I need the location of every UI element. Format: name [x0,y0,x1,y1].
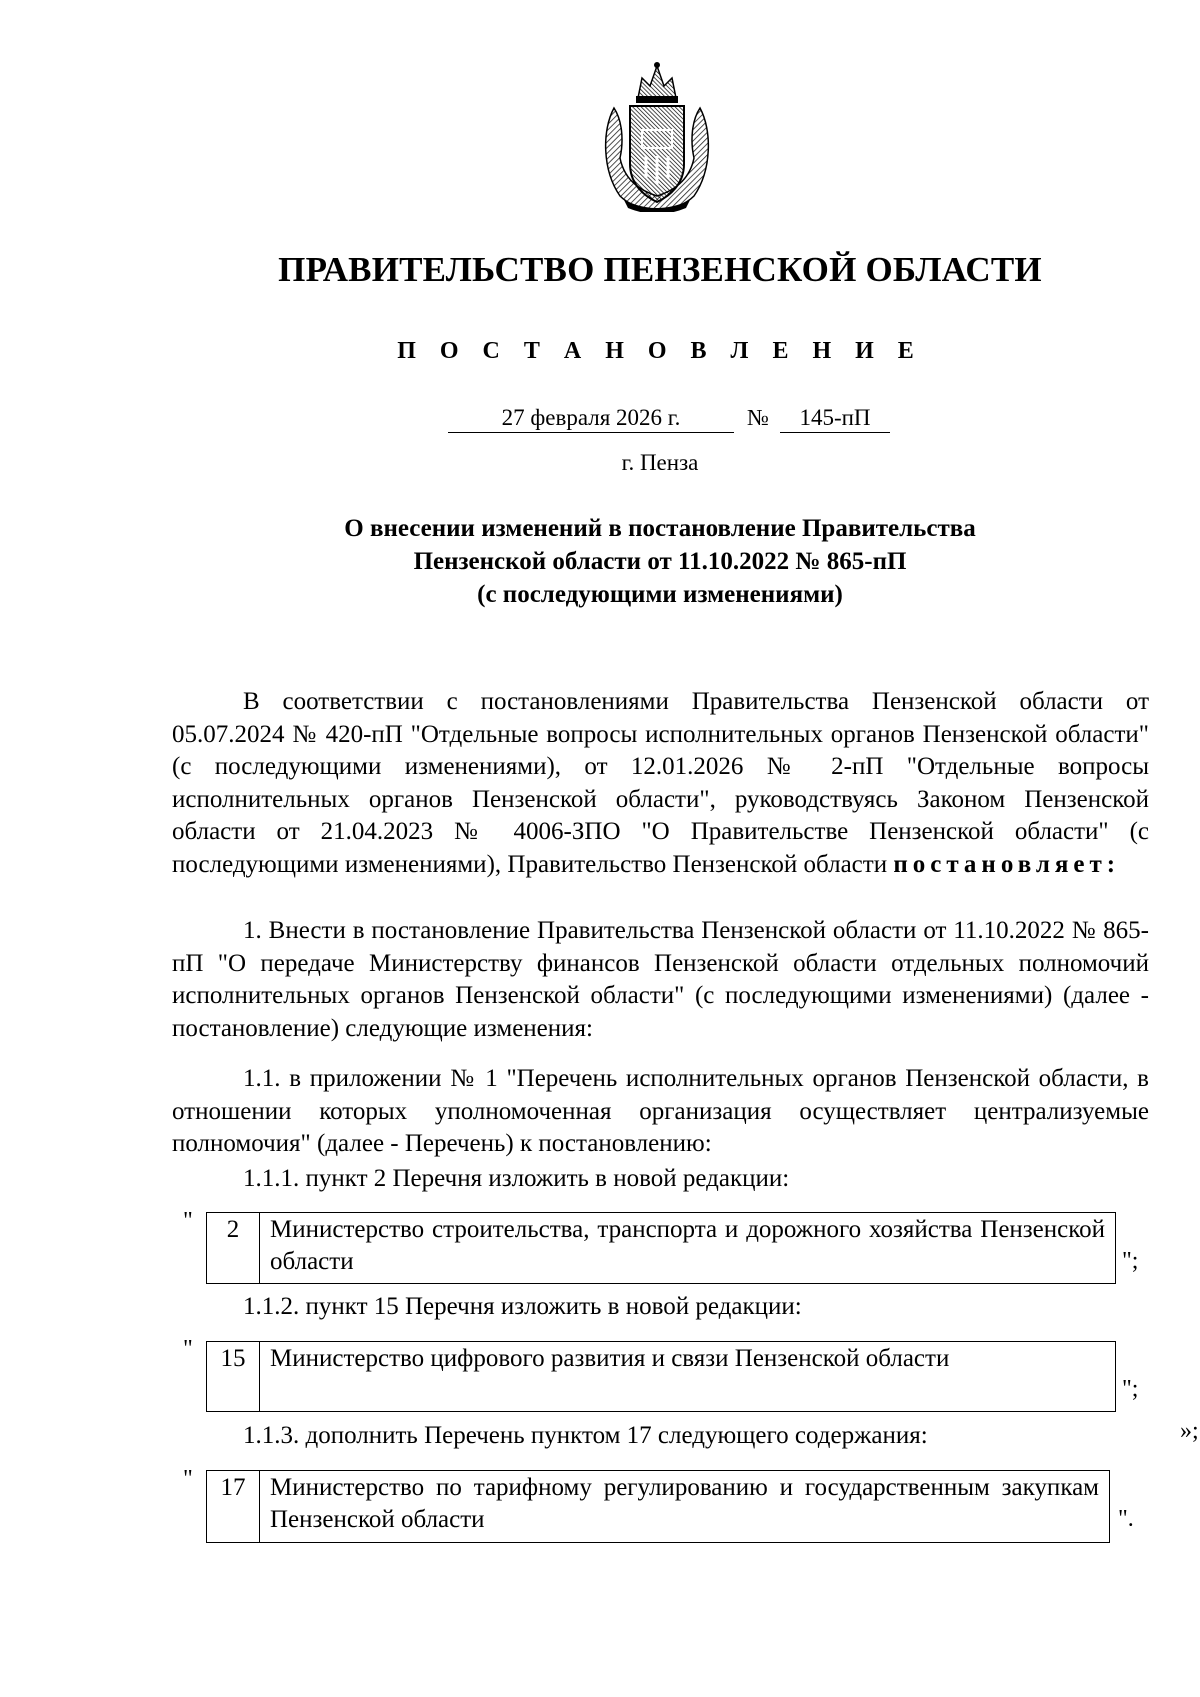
row-17-open-quote: " [183,1466,193,1492]
list-row-2 [206,1212,1116,1284]
row-number: 15 [207,1342,260,1411]
item-1-paragraph: 1. Внести в постановление Правительства Пензенской области от 11.10.2022 № 865-пП "О передаче Министерству финансов Пензенской области отдельных полномочий исполнительных органов Пензенской области" (с последующими изменениями) (далее - постановление) следующие изменения: [172,917,1149,1042]
row-text: Министерство цифрового развития и связи Пензенской области [270,1345,950,1372]
number-sign: № [747,405,769,430]
row-text: Министерство по тарифному регулированию и государственным закупкам Пензенской области [270,1474,1099,1533]
row-17-close-quote: ". [1118,1506,1134,1532]
row-number: 17 [207,1471,260,1542]
row-2-open-quote: " [183,1208,193,1234]
row-15-open-quote: " [183,1336,193,1362]
preamble-paragraph [172,686,1149,881]
row-15-close-quote: "; [1122,1376,1139,1402]
margin-mark: »; [1180,1418,1199,1444]
preamble-text: В соответствии с постановлениями Правительства Пензенской области от 05.07.2024 № 420-пП "Отдельные вопросы исполнительных органов Пензенской области" (с последующими изменениями), от 12.01.2026 № 2-пП "Отдельные вопросы исполнительных органов Пензенской области", руководствуясь Законом Пензенской области от 21.04.2023 № 4006-ЗПО "О Правительстве Пензенской области" (с последующими изменениями), Правительство Пензенской области [172,688,1149,878]
government-name: ПРАВИТЕЛЬСТВО ПЕНЗЕНСКОЙ ОБЛАСТИ [278,250,1042,289]
document-type: П О С Т А Н О В Л Е Н И Е [397,338,923,364]
row-2-close-quote: "; [1122,1248,1139,1274]
item-1-1-1-paragraph: 1.1.1. пункт 2 Перечня изложить в новой редакции: [243,1165,790,1192]
subject-line-3: (с последующими изменениями) [477,581,843,608]
decree-date: 27 февраля 2026 г. [448,405,734,433]
city: г. Пенза [621,450,699,475]
list-row-17 [206,1470,1110,1543]
list-row-15 [206,1341,1116,1412]
subject-line-1: О внесении изменений в постановление Правительства [344,515,976,542]
coat-of-arms-emblem [598,60,716,212]
subject-line-2: Пензенской области от 11.10.2022 № 865-пП [413,548,907,575]
decree-subject [0,512,1200,611]
decree-number: 145-пП [780,405,890,433]
item-1-1-paragraph: 1.1. в приложении № 1 "Перечень исполнительных органов Пензенской области, в отношении которых уполномоченная организация осуществляет централизуемые полномочия" (далее - Перечень) к постановлению: [172,1065,1149,1157]
resolves-word: постановляет: [893,850,1121,878]
row-number: 2 [207,1213,260,1283]
item-1-1-3-paragraph: 1.1.3. дополнить Перечень пунктом 17 следующего содержания: [243,1422,928,1449]
row-text: Министерство строительства, транспорта и дорожного хозяйства Пензенской области [270,1216,1105,1275]
item-1-1-2-paragraph: 1.1.2. пункт 15 Перечня изложить в новой редакции: [243,1293,802,1320]
